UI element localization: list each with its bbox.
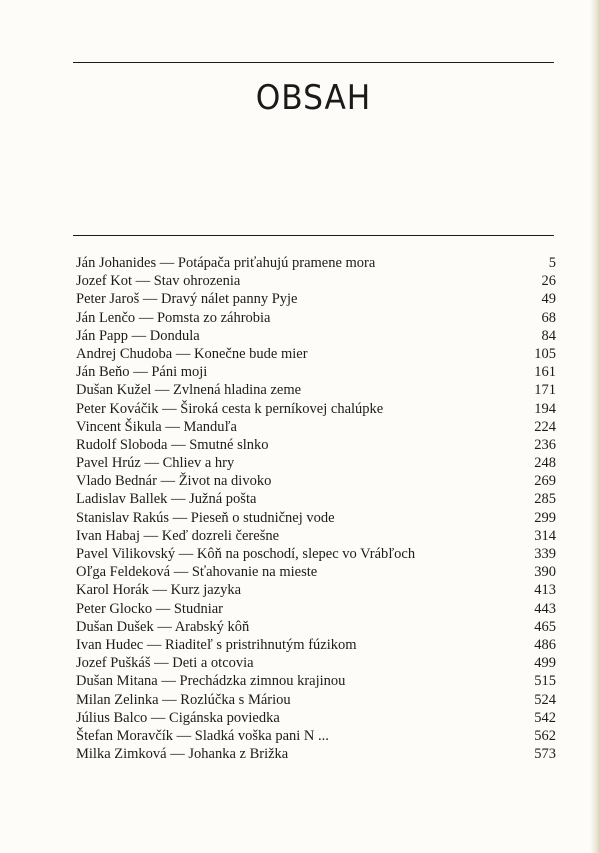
toc-entry[interactable] bbox=[76, 309, 556, 327]
toc-work-title: Sladká voška pani N ... bbox=[194, 727, 329, 744]
toc-separator: — bbox=[156, 473, 179, 490]
toc-page-number: 465 bbox=[534, 618, 556, 635]
toc-author: Jozef Kot bbox=[76, 273, 132, 290]
toc-entry[interactable] bbox=[76, 545, 556, 563]
table-of-contents bbox=[76, 254, 556, 763]
toc-work-title: Smutné slnko bbox=[189, 436, 269, 453]
toc-page-number: 390 bbox=[534, 564, 556, 581]
toc-separator: — bbox=[127, 327, 150, 344]
toc-entry[interactable] bbox=[76, 381, 556, 399]
toc-author: Ján Papp bbox=[76, 327, 128, 344]
toc-page-number: 524 bbox=[534, 691, 556, 708]
toc-author: Andrej Chudoba bbox=[76, 345, 173, 362]
toc-author: Pavel Vilikovský bbox=[76, 546, 176, 562]
toc-entry[interactable] bbox=[76, 709, 556, 727]
toc-entry[interactable] bbox=[76, 254, 556, 272]
toc-work-title: Rozlúčka s Máriou bbox=[180, 691, 291, 708]
toc-author: Dušan Mitana bbox=[76, 673, 158, 690]
toc-entry[interactable] bbox=[76, 654, 556, 672]
toc-entry[interactable] bbox=[76, 454, 556, 472]
toc-work-title: Pomsta zo záhrobia bbox=[156, 309, 271, 326]
toc-separator: — bbox=[139, 291, 161, 308]
toc-separator: — bbox=[156, 255, 178, 271]
toc-separator: — bbox=[140, 527, 162, 544]
toc-page-number: 443 bbox=[534, 600, 556, 617]
toc-separator: — bbox=[151, 382, 174, 399]
toc-author: Stanislav Rakús bbox=[76, 509, 170, 526]
toc-author: Oľga Feldeková bbox=[76, 564, 171, 581]
toc-separator: — bbox=[152, 600, 174, 617]
toc-author: Milan Zelinka bbox=[76, 691, 159, 708]
toc-page-number: 161 bbox=[534, 364, 556, 381]
toc-work-title: Arabský kôň bbox=[174, 618, 250, 635]
toc-work-title: Johanka z Brižka bbox=[188, 746, 289, 763]
toc-page-number: 499 bbox=[534, 655, 556, 672]
toc-author: Ján Beňo bbox=[76, 364, 130, 381]
toc-entry[interactable] bbox=[76, 472, 556, 490]
toc-separator: — bbox=[135, 309, 157, 326]
toc-entry[interactable] bbox=[76, 672, 556, 690]
toc-entry[interactable] bbox=[76, 745, 556, 763]
toc-author: Július Balco bbox=[76, 709, 148, 726]
toc-separator: — bbox=[131, 273, 154, 290]
toc-page-number: 248 bbox=[534, 455, 556, 472]
toc-separator: — bbox=[167, 491, 190, 508]
toc-work-title: Páni moji bbox=[151, 364, 208, 381]
toc-entry[interactable] bbox=[76, 636, 556, 654]
toc-entry[interactable] bbox=[76, 563, 556, 581]
toc-work-title: Zvlnená hladina zeme bbox=[173, 382, 302, 399]
toc-author: Dušan Kužel bbox=[76, 382, 152, 399]
toc-entry[interactable] bbox=[76, 581, 556, 599]
page-title: OBSAH bbox=[255, 78, 372, 118]
toc-author: Štefan Moravčík bbox=[76, 727, 174, 744]
toc-work-title: Sťahovanie na mieste bbox=[191, 564, 318, 581]
toc-entry[interactable] bbox=[76, 363, 556, 381]
toc-entry[interactable] bbox=[76, 490, 556, 508]
toc-work-title: Cigánska poviedka bbox=[169, 709, 280, 726]
toc-author: Rudolf Sloboda bbox=[76, 436, 168, 453]
toc-separator: — bbox=[143, 636, 165, 653]
toc-page-number: 171 bbox=[534, 382, 556, 399]
toc-author: Peter Jaroš bbox=[76, 291, 140, 308]
toc-work-title: Stav ohrozenia bbox=[153, 273, 241, 290]
toc-entry[interactable] bbox=[76, 436, 556, 454]
toc-page-number: 194 bbox=[534, 400, 556, 417]
top-rule bbox=[73, 62, 554, 63]
toc-separator: — bbox=[158, 400, 181, 417]
toc-entry[interactable] bbox=[76, 345, 556, 363]
toc-page-number: 413 bbox=[534, 582, 556, 599]
toc-separator: — bbox=[167, 436, 190, 453]
toc-work-title: Pieseň o studničnej vode bbox=[190, 509, 335, 526]
toc-page-number: 339 bbox=[534, 546, 556, 562]
toc-page-number: 84 bbox=[541, 327, 556, 344]
toc-work-title: Chliev a hry bbox=[162, 455, 235, 472]
toc-separator: — bbox=[129, 364, 152, 381]
toc-entry[interactable] bbox=[76, 691, 556, 709]
toc-work-title: Konečne bude mier bbox=[194, 345, 308, 362]
toc-page-number: 573 bbox=[534, 746, 556, 763]
toc-work-title: Kurz jazyka bbox=[170, 582, 242, 599]
toc-author: Vincent Šikula bbox=[76, 418, 162, 435]
toc-entry[interactable] bbox=[76, 327, 556, 345]
toc-author: Pavel Hrúz bbox=[76, 455, 141, 472]
toc-work-title: Prechádzka zimnou krajinou bbox=[179, 673, 346, 690]
toc-author: Vlado Bednár bbox=[76, 473, 157, 490]
toc-work-title: Potápača priťahujú pramene mora bbox=[177, 255, 376, 271]
toc-author: Peter Glocko bbox=[76, 600, 153, 617]
toc-page-number: 26 bbox=[541, 273, 556, 290]
toc-work-title: Južná pošta bbox=[189, 491, 257, 508]
toc-author: Ivan Habaj bbox=[76, 527, 141, 544]
toc-author: Ján Johanides bbox=[76, 255, 157, 271]
toc-separator: — bbox=[172, 345, 194, 362]
toc-page-number: 105 bbox=[534, 345, 556, 362]
toc-separator: — bbox=[166, 746, 189, 763]
toc-page-number: 224 bbox=[534, 418, 556, 435]
toc-work-title: Keď dozreli čerešne bbox=[161, 527, 280, 544]
toc-author: Peter Kováčik bbox=[76, 400, 159, 417]
toc-author: Karol Horák bbox=[76, 582, 149, 599]
toc-page-number: 269 bbox=[534, 473, 556, 490]
toc-entry[interactable] bbox=[76, 272, 556, 290]
toc-separator: — bbox=[148, 582, 171, 599]
toc-author: Dušan Dušek bbox=[76, 618, 154, 635]
contents-rule bbox=[73, 235, 554, 236]
toc-separator: — bbox=[170, 564, 192, 581]
toc-separator: — bbox=[158, 691, 181, 708]
toc-work-title: Život na divoko bbox=[178, 473, 272, 490]
toc-entry[interactable] bbox=[76, 618, 556, 636]
toc-separator: — bbox=[153, 618, 175, 635]
toc-page-number: 542 bbox=[534, 709, 556, 726]
toc-work-title: Manduľa bbox=[183, 418, 237, 435]
toc-entry[interactable] bbox=[76, 600, 556, 618]
toc-work-title: Dravý nálet panny Pyje bbox=[160, 291, 298, 308]
toc-page-number: 68 bbox=[541, 309, 556, 326]
toc-author: Ladislav Ballek bbox=[76, 491, 168, 508]
toc-entry[interactable] bbox=[76, 418, 556, 436]
toc-separator: — bbox=[147, 709, 170, 726]
toc-page-number: 314 bbox=[534, 527, 556, 544]
toc-separator: — bbox=[175, 546, 197, 562]
toc-separator: — bbox=[169, 509, 191, 526]
toc-work-title: Dondula bbox=[149, 327, 200, 344]
toc-separator: — bbox=[173, 727, 195, 744]
toc-author: Ján Lenčo bbox=[76, 309, 136, 326]
toc-page-number: 486 bbox=[534, 636, 556, 653]
page-edge bbox=[590, 0, 600, 853]
toc-separator: — bbox=[157, 673, 180, 690]
toc-page-number: 49 bbox=[541, 291, 556, 308]
toc-separator: — bbox=[161, 418, 184, 435]
toc-separator: — bbox=[150, 655, 173, 672]
toc-work-title: Široká cesta k perníkovej chalúpke bbox=[180, 400, 384, 417]
toc-author: Jozef Puškáš bbox=[76, 655, 151, 672]
toc-entry[interactable] bbox=[76, 527, 556, 545]
toc-page-number: 515 bbox=[534, 673, 556, 690]
toc-author: Milka Zimková bbox=[76, 746, 167, 763]
toc-page-number: 562 bbox=[534, 727, 556, 744]
toc-entry[interactable] bbox=[76, 290, 556, 308]
toc-work-title: Deti a otcovia bbox=[172, 655, 254, 672]
toc-page-number: 5 bbox=[548, 255, 556, 271]
toc-page-number: 236 bbox=[534, 436, 556, 453]
toc-page-number: 299 bbox=[534, 509, 556, 526]
toc-entry[interactable] bbox=[76, 509, 556, 527]
toc-entry[interactable] bbox=[76, 400, 556, 418]
toc-work-title: Kôň na poschodí, slepec vo Vrábľoch bbox=[196, 546, 416, 562]
toc-work-title: Studniar bbox=[173, 600, 223, 617]
toc-author: Ivan Hudec bbox=[76, 636, 144, 653]
toc-work-title: Riaditeľ s pristrihnutým fúzikom bbox=[164, 636, 357, 653]
toc-entry[interactable] bbox=[76, 727, 556, 745]
toc-page-number: 285 bbox=[534, 491, 556, 508]
toc-separator: — bbox=[140, 455, 163, 472]
